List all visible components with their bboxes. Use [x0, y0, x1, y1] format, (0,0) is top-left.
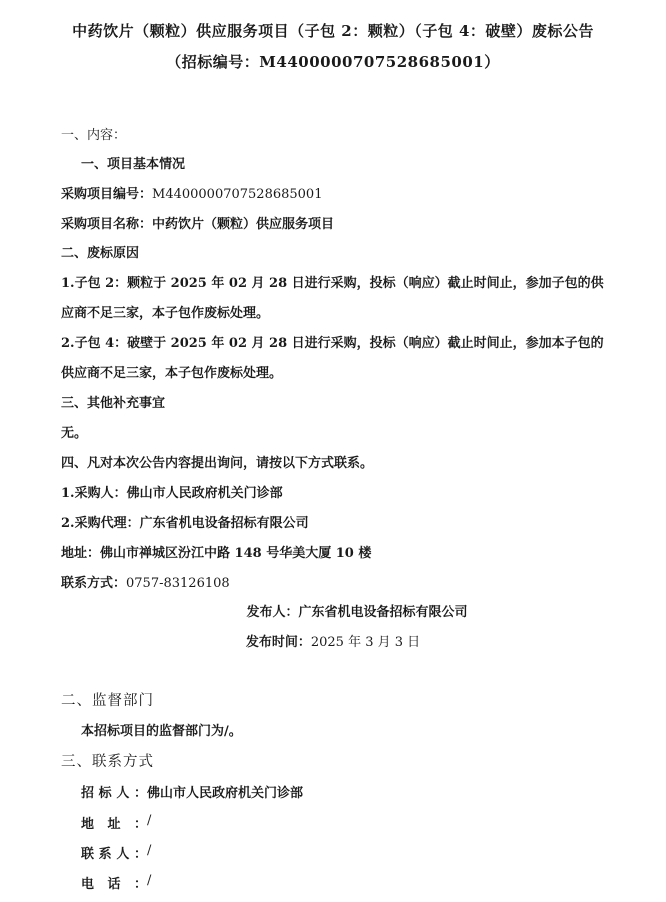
contact-row-phone [81, 873, 151, 892]
project-name-label: 采购项目名称： [61, 217, 153, 232]
agent-line: 2.采购代理：广东省机电设备招标有限公司 [61, 516, 309, 531]
contact-value: / [147, 873, 152, 888]
contact-label: 电话： [81, 877, 147, 892]
contact-row-address [81, 813, 151, 832]
publish-time-value: 2025 年 3 月 3 日 [310, 635, 421, 650]
basic-info-heading: 一、项目基本情况 [81, 157, 186, 172]
reason-1-line-1: 1.子包 2：颗粒于 2025 年 02 月 28 日进行采购，投标（响应）截止时间止，参加子包的供 [61, 276, 604, 291]
purchaser-line: 1.采购人：佛山市人民政府机关门诊部 [61, 486, 283, 501]
project-name-value: 中药饮片（颗粒）供应服务项目 [152, 217, 335, 232]
supervision-text: 本招标项目的监督部门为/。 [81, 724, 242, 739]
contact-label: 地址： [81, 817, 147, 832]
title-line-1: 中药饮片（颗粒）供应服务项目（子包 2：颗粒）（子包 4：破壁）废标公告 [72, 22, 594, 40]
contact-value: / [147, 843, 152, 858]
section-content-heading: 一、内容： [61, 128, 127, 143]
project-code-row [61, 183, 322, 202]
publisher-line: 发布人：广东省机电设备招标有限公司 [246, 605, 468, 620]
other-text: 无。 [61, 426, 88, 441]
title-line-2: （招标编号：M4400000707528685001） [166, 53, 500, 71]
contact-heading: 三、联系方式 [61, 754, 154, 770]
project-name-row [61, 213, 334, 232]
contact-label: 联系人： [81, 847, 147, 862]
address-line: 地址：佛山市禅城区汾江中路 148 号华美大厦 10 楼 [61, 546, 372, 561]
contact-value: 佛山市人民政府机关门诊部 [147, 786, 304, 801]
project-code-label: 采购项目编号： [61, 187, 153, 202]
phone-value: 0757-83126108 [126, 576, 230, 591]
publish-time-row [0, 631, 666, 650]
contact-row-tenderer [81, 782, 303, 801]
phone-label: 联系方式： [61, 576, 127, 591]
project-code-value: M4400000707528685001 [152, 187, 323, 202]
contact-label: 招标人： [81, 786, 147, 801]
reason-heading: 二、废标原因 [61, 246, 140, 261]
reason-2-line-1: 2.子包 4：破壁于 2025 年 02 月 28 日进行采购，投标（响应）截止时间止，参加本子包的 [61, 336, 604, 351]
other-heading: 三、其他补充事宜 [61, 396, 166, 411]
reason-2-line-2: 供应商不足三家，本子包作废标处理。 [61, 366, 283, 381]
contact-row-person [81, 843, 151, 862]
reason-1-line-2: 应商不足三家，本子包作废标处理。 [61, 306, 270, 321]
phone-row [61, 572, 230, 591]
publish-time-label: 发布时间： [245, 635, 311, 650]
inquiry-text: 四、凡对本次公告内容提出询问，请按以下方式联系。 [61, 456, 374, 471]
supervision-heading: 二、监督部门 [61, 693, 154, 709]
contact-value: / [147, 813, 152, 828]
